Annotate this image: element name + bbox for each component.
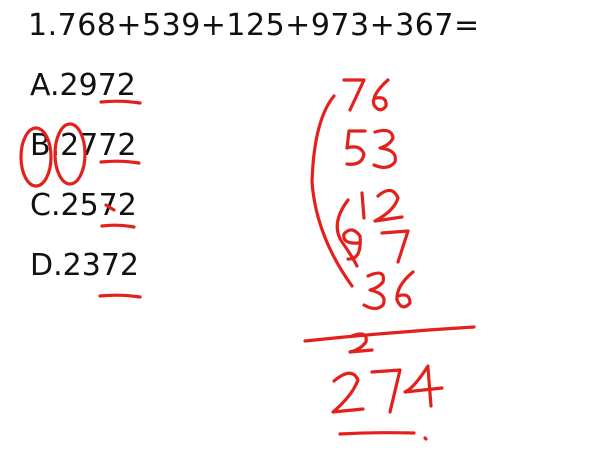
handwritten-partial-sum-53	[347, 130, 395, 167]
question-text: 1.768+539+125+973+367=	[28, 8, 480, 43]
option-d-letter: D.	[30, 248, 63, 283]
sum-line	[305, 327, 474, 341]
underline-option-d	[100, 295, 140, 297]
option-b	[30, 128, 136, 163]
grouping-bracket-lower	[337, 200, 357, 266]
underline-option-c	[102, 225, 134, 227]
option-a-value: 2972	[59, 68, 136, 103]
handwritten-partial-sum-76	[344, 80, 388, 110]
option-b-letter: B.	[30, 128, 61, 163]
option-c-value: 2572	[60, 188, 137, 223]
option-d	[30, 248, 139, 283]
handwritten-partial-sum-97	[344, 230, 408, 262]
result-underline	[340, 433, 414, 434]
option-a	[30, 68, 136, 103]
handwritten-partial-sum-36	[364, 272, 413, 309]
result-dot	[425, 438, 426, 439]
option-d-value: 2372	[62, 248, 139, 283]
option-c	[30, 188, 137, 223]
grouping-bracket	[312, 96, 352, 286]
handwritten-carry-2	[350, 334, 372, 352]
handwritten-partial-sum-12	[362, 190, 402, 221]
option-b-value: 2772	[60, 128, 137, 163]
option-a-letter: A.	[30, 68, 60, 103]
handwritten-result-274	[333, 366, 442, 412]
option-c-letter: C.	[30, 188, 61, 223]
